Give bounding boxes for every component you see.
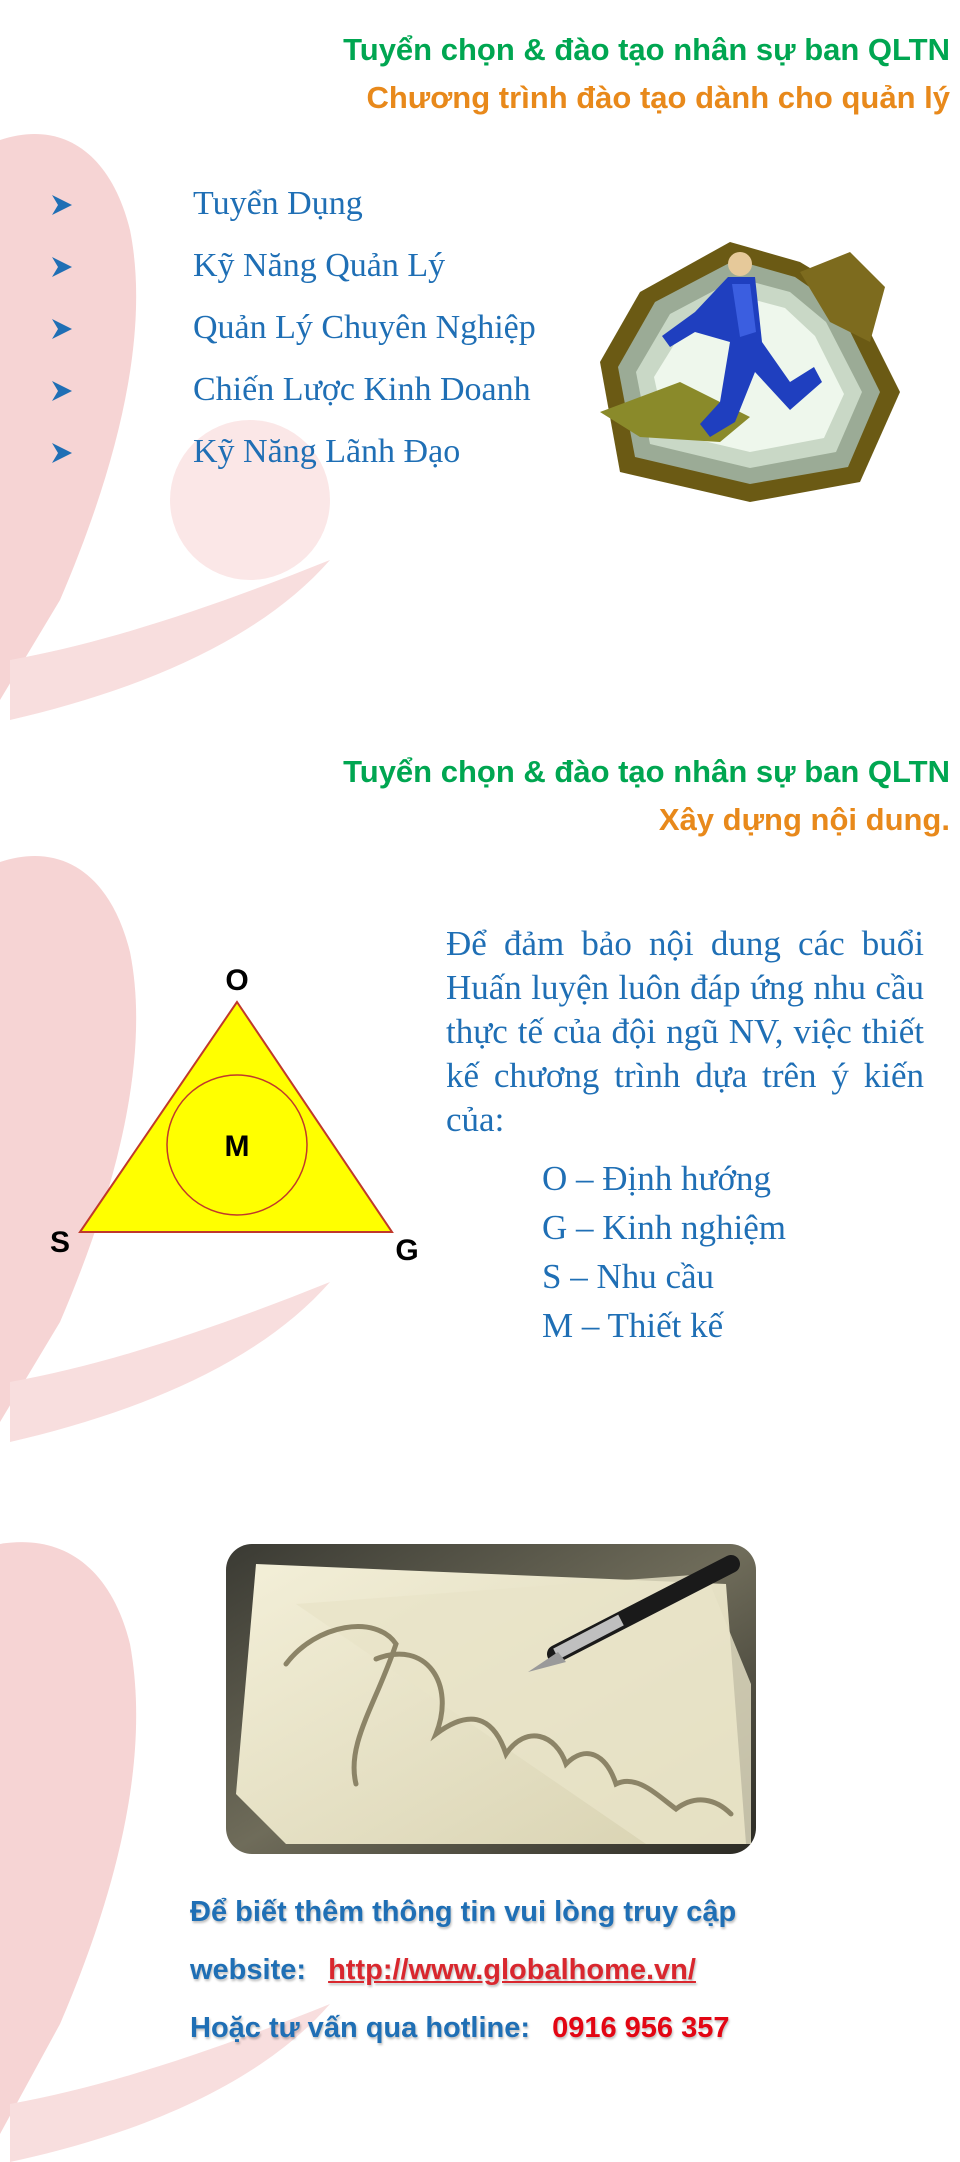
arrow-bullet-icon <box>50 317 74 341</box>
slide-content-building <box>0 722 960 1444</box>
info-line: Để biết thêm thông tin vui lòng truy cập <box>190 1896 737 1928</box>
center-label: M <box>224 1130 250 1163</box>
slide-title: Tuyển chọn & đào tạo nhân sự ban QLTN <box>343 754 950 789</box>
legend-item: G – Kinh nghiệm <box>542 1208 787 1247</box>
list-item-label: Kỹ Năng Quản Lý <box>193 247 446 284</box>
slide-subtitle: Chương trình đào tạo dành cho quản lý <box>366 80 950 115</box>
list-item-label: Tuyển Dụng <box>193 185 363 222</box>
list-item-label: Quản Lý Chuyên Nghiệp <box>193 309 536 346</box>
vertex-label-top: O <box>225 964 249 997</box>
slide-thank-you <box>0 1444 960 2162</box>
list-item-label: Chiến Lược Kinh Doanh <box>193 371 531 408</box>
omgs-triangle-diagram <box>40 952 440 1282</box>
thank-you-card-image <box>226 1544 756 1854</box>
triangle-shape <box>80 1002 392 1232</box>
hotline-line <box>190 2012 730 2045</box>
climber-clipart-icon <box>600 232 900 512</box>
arrow-bullet-icon <box>50 441 74 465</box>
slide-training-programs <box>0 0 960 722</box>
slide-title: Tuyển chọn & đào tạo nhân sự ban QLTN <box>343 32 950 67</box>
hotline-number[interactable]: 0916 956 357 <box>552 2012 730 2044</box>
website-link[interactable]: http://www.globalhome.vn/ <box>328 1954 696 1986</box>
slide-subtitle: Xây dựng nội dung. <box>658 802 950 837</box>
arrow-bullet-icon <box>50 255 74 279</box>
list-item-label: Kỹ Năng Lãnh Đạo <box>193 433 461 470</box>
description-paragraph: Để đảm bảo nội dung các buổi Huấn luyện luôn đáp ứng nhu cầu thực tế của đội ngũ NV, việc thiết kế chương trình dựa trên ý kiến của: <box>446 924 924 1139</box>
website-line <box>190 1954 696 1987</box>
vertex-label-left: S <box>49 1226 71 1259</box>
arrow-bullet-icon <box>50 379 74 403</box>
vertex-label-right: G <box>395 1234 419 1267</box>
legend-list <box>542 1154 786 1350</box>
website-label: website: <box>190 1954 307 1986</box>
legend-item: M – Thiết kế <box>542 1306 724 1345</box>
arrow-bullet-icon <box>50 193 74 217</box>
legend-item: O – Định hướng <box>542 1159 772 1198</box>
hotline-label: Hoặc tư vấn qua hotline: <box>190 2012 531 2044</box>
legend-item: S – Nhu cầu <box>542 1257 715 1296</box>
